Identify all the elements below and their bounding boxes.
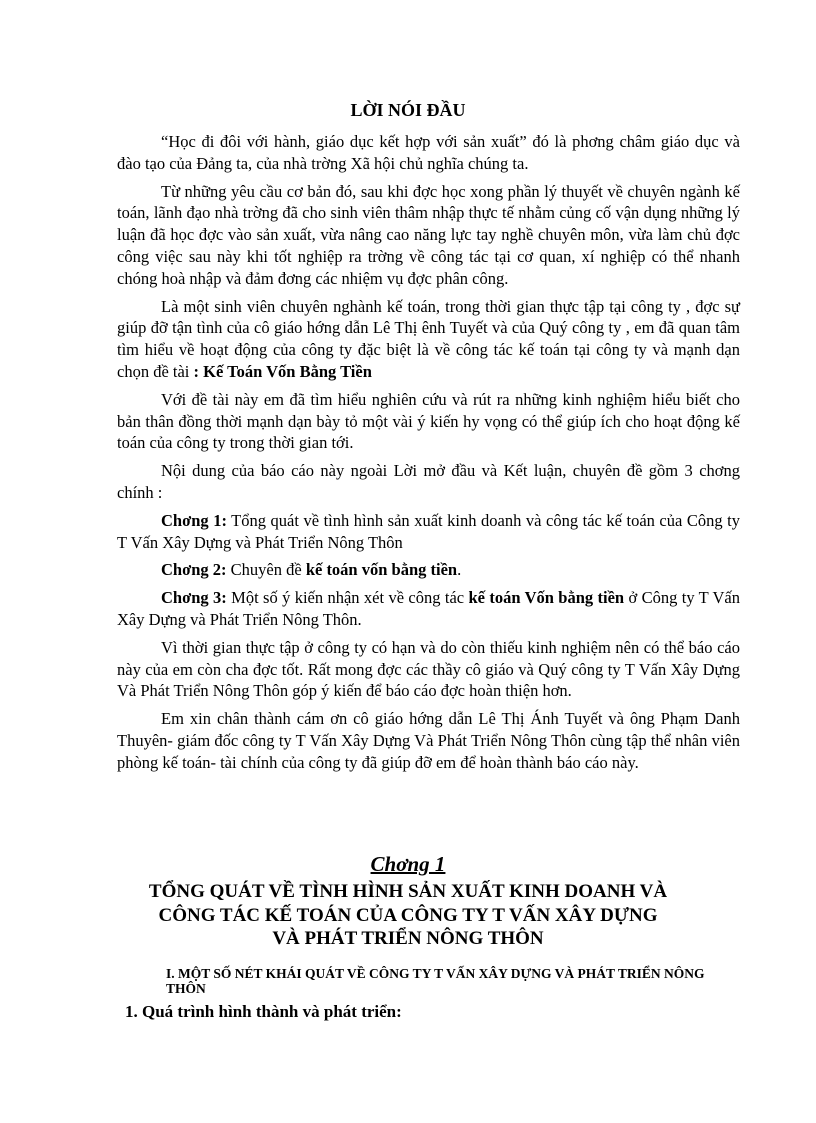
chapter-text: Một số ý kiến nhận xét về công tác — [226, 588, 469, 608]
chapter-label: Chơng 1: — [161, 510, 227, 530]
topic-title: : Kế Toán Vốn Bằng Tiền — [193, 361, 372, 381]
chapter-item — [117, 559, 740, 581]
paragraph-text: Là một sinh viên chuyên nghành kế toán, trong thời gian thực tập tại công ty , đợc sự giúp đỡ tận tình của cô giáo hớng dẫn Lê Thị ênh Tuyết và của Quý công ty , em đã quan tâm tìm hiểu về hoạt động của công ty đặc biệt là về công tác kế toán tại công ty và mạnh dạn chọn đề tài — [117, 296, 740, 381]
chapter-item — [117, 587, 740, 631]
chapter-heading-line: TỔNG QUÁT VỀ TÌNH HÌNH SẢN XUẤT KINH DOANH VÀ — [148, 881, 668, 902]
paragraph: Nội dung của báo cáo này ngoài Lời mở đầu và Kết luận, chuyên đề gồm 3 chơng chính : — [117, 461, 740, 502]
chapter-text-end: . — [457, 560, 462, 580]
chapter-heading — [0, 880, 816, 951]
paragraph: Với đề tài này em đã tìm hiểu nghiên cứu và rút ra những kinh nghiệm hiểu biết cho bản thân đồng thời mạnh dạn bày tỏ một vài ý kiến hy vọng có thể giúp ích cho hoạt động kế toán của công ty trong thời gian tới. — [117, 389, 740, 453]
chapter-heading-line: CÔNG TÁC KẾ TOÁN CỦA CÔNG TY T VẤN XÂY DỰNG — [158, 904, 658, 926]
paragraph: Từ những yêu cầu cơ bản đó, sau khi đợc học xong phần lý thuyết về chuyên ngành kế toán, lãnh đạo nhà trờng đã cho sinh viên thâm nhập thực tế nhằm củng cố vận dụng những lý luận đã học đợc vào sản xuất, vừa nâng cao năng lực tay nghề chuyên môn, vừa làm chủ đợc công việc sau này khi tốt nghiệp ra trờng về công tác tại cơ quan, xí nghiệp có thể nhanh chóng hoà nhập và đảm đơng các nhiệm vụ đợc phân công. — [117, 181, 740, 288]
chapter-label: Chơng 1 — [370, 852, 446, 876]
chapter-label: Chơng 3: — [161, 588, 227, 608]
chapter-heading-line: VÀ PHÁT TRIỂN NÔNG THÔN — [272, 928, 544, 949]
chapter-item — [117, 510, 740, 554]
preface-body — [117, 131, 740, 780]
paragraph — [117, 296, 740, 383]
paragraph: Em xin chân thành cám ơn cô giáo hớng dẫn Lê Thị Ánh Tuyết và ông Phạm Danh Thuyên- giám đốc công ty T Vấn Xây Dựng Và Phát Triển Nông Thôn cùng tập thể nhân viên phòng kế toán- tài chính của công ty đã giúp đỡ em để hoàn thành báo cáo này. — [117, 709, 740, 772]
chapter-text: Tổng quát về tình hình sản xuất kinh doanh và công tác kế toán của Công ty T Vấn Xây Dựng và Phát Triển Nông Thôn — [117, 510, 740, 552]
chapter-label: Chơng 2: — [161, 560, 227, 580]
paragraph: “Học đi đôi với hành, giáo dục kết hợp với sản xuất” đó là phơng châm giáo dục và đào tạo của Đảng ta, của nhà trờng Xã hội chủ nghĩa chúng ta. — [117, 132, 740, 173]
chapter-bold-text: kế toán Vốn bằng tiền — [468, 588, 625, 608]
chapter-bold-text: kế toán vốn bằng tiền — [305, 560, 458, 580]
chapter-text: Chuyên đề — [226, 560, 306, 580]
preface-title: LỜI NÓI ĐẦU — [350, 100, 466, 120]
chapter-one-header — [0, 852, 816, 951]
paragraph: Vì thời gian thực tập ở công ty có hạn và do còn thiếu kinh nghiệm nên có thể báo cáo này của em còn cha đợc tốt. Rất mong đợc các thầy cô giáo và Quý công ty T Vấn Xây Dựng Và Phát Triển Nông Thôn góp ý kiến để báo cáo đợc hoàn thiện hơn. — [117, 637, 740, 701]
section-heading: I. MỘT SỐ NÉT KHÁI QUÁT VỀ CÔNG TY T VẤN XÂY DỰNG VÀ PHÁT TRIỂN NÔNG THÔN — [166, 966, 705, 996]
chapter-text-end: ở Công ty T Vấn Xây Dựng và Phát Triển Nông Thôn. — [117, 588, 740, 629]
subsection-heading: 1. Quá trình hình thành và phát triển: — [125, 1002, 402, 1021]
